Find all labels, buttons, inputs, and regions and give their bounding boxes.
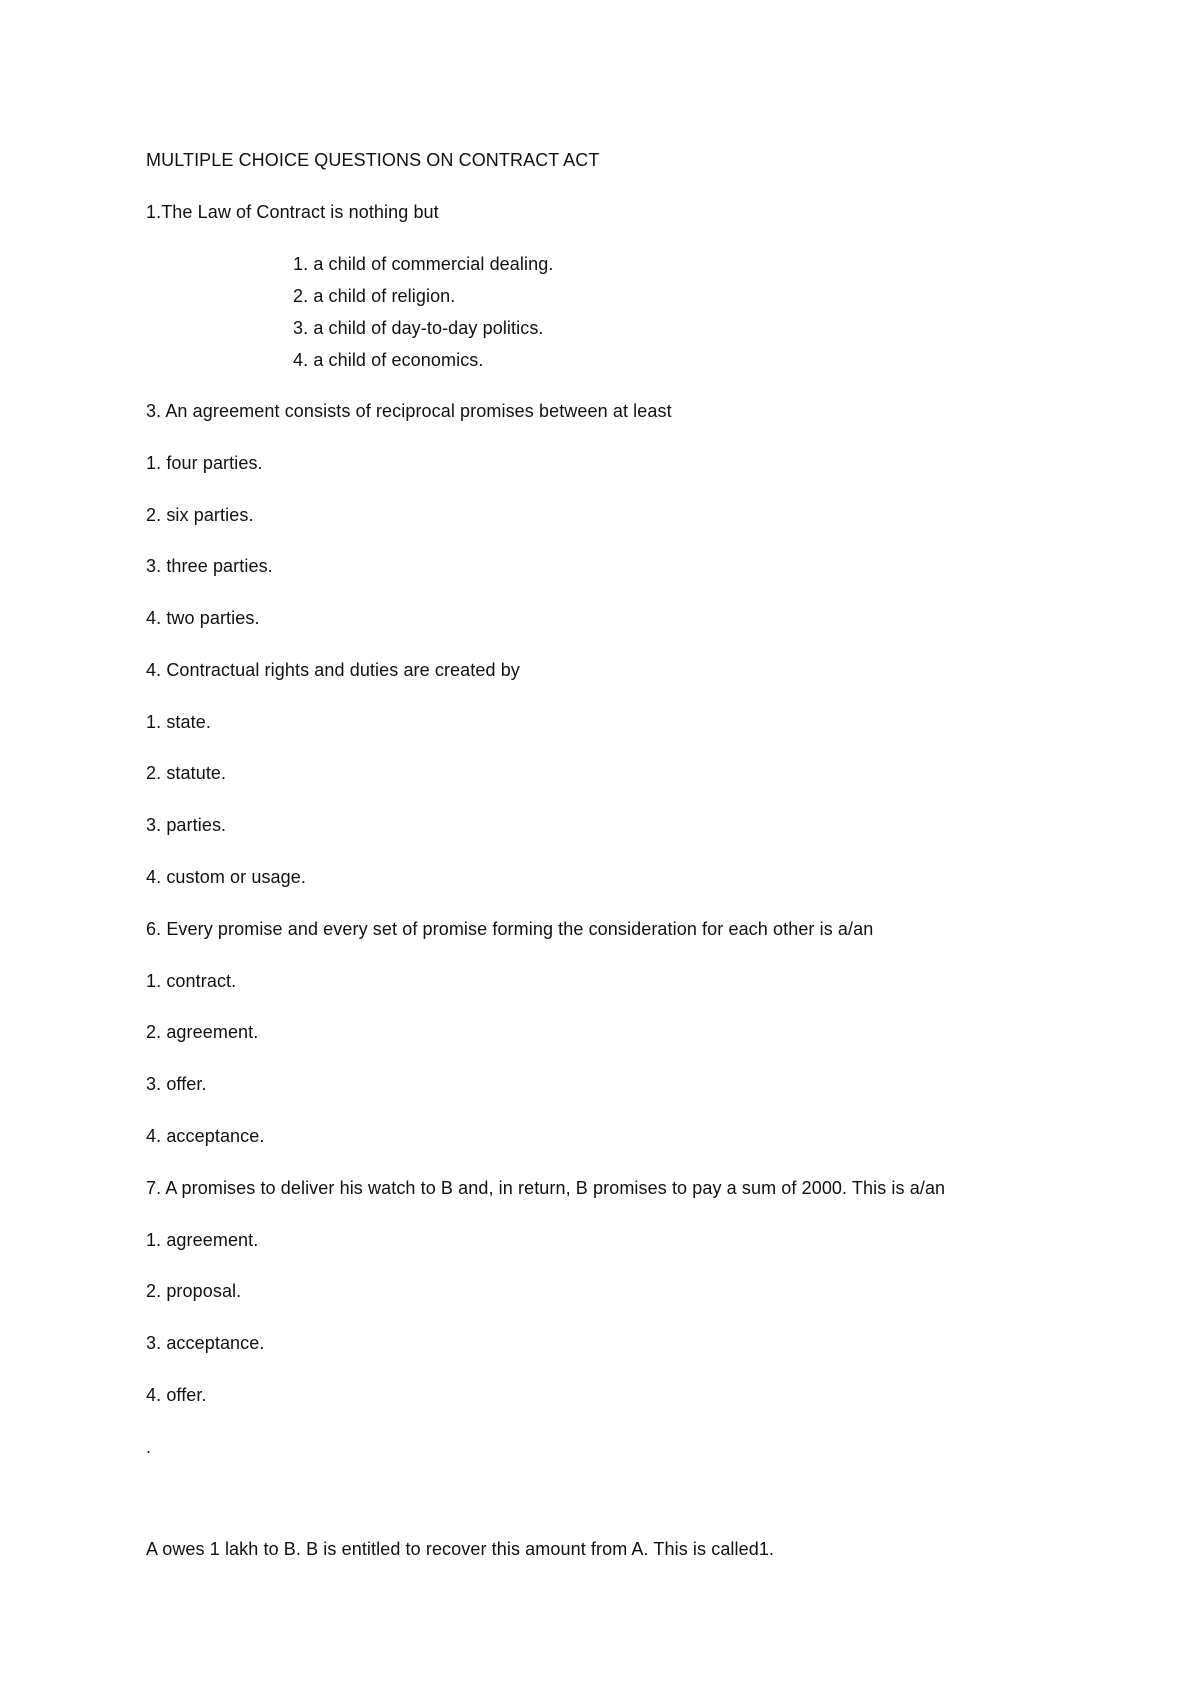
- q4-option-4: 4. custom or usage.: [146, 867, 306, 887]
- q7-option-4: 4. offer.: [146, 1385, 207, 1405]
- question-6: 6. Every promise and every set of promise forming the consideration for each other is a/an: [146, 919, 874, 939]
- q3-option-2: 2. six parties.: [146, 505, 254, 525]
- document-title: MULTIPLE CHOICE QUESTIONS ON CONTRACT ACT: [146, 150, 600, 170]
- q7-option-3: 3. acceptance.: [146, 1333, 265, 1353]
- q6-option-1: 1. contract.: [146, 971, 237, 991]
- q1-option-3: 3. a child of day-to-day politics.: [293, 318, 544, 338]
- q3-option-1: 1. four parties.: [146, 453, 263, 473]
- question-7: 7. A promises to deliver his watch to B and, in return, B promises to pay a sum of 2000. This is a/an: [146, 1178, 946, 1198]
- q1-option-1: 1. a child of commercial dealing.: [293, 254, 554, 274]
- q6-option-4: 4. acceptance.: [146, 1126, 265, 1146]
- q7-option-2: 2. proposal.: [146, 1281, 242, 1301]
- q4-option-1: 1. state.: [146, 712, 211, 732]
- question-4: 4. Contractual rights and duties are created by: [146, 660, 520, 680]
- q4-option-2: 2. statute.: [146, 763, 227, 783]
- q6-option-2: 2. agreement.: [146, 1022, 259, 1042]
- question-1: 1.The Law of Contract is nothing but: [146, 202, 439, 222]
- q1-option-4: 4. a child of economics.: [293, 350, 484, 370]
- q4-option-3: 3. parties.: [146, 815, 227, 835]
- q3-option-4: 4. two parties.: [146, 608, 260, 628]
- q7-option-1: 1. agreement.: [146, 1230, 259, 1250]
- stray-dot: .: [146, 1437, 152, 1457]
- q3-option-3: 3. three parties.: [146, 556, 273, 576]
- last-line: A owes 1 lakh to B. B is entitled to recover this amount from A. This is called1.: [146, 1539, 775, 1559]
- q1-option-2: 2. a child of religion.: [293, 286, 456, 306]
- question-3: 3. An agreement consists of reciprocal promises between at least: [146, 401, 672, 421]
- q6-option-3: 3. offer.: [146, 1074, 207, 1094]
